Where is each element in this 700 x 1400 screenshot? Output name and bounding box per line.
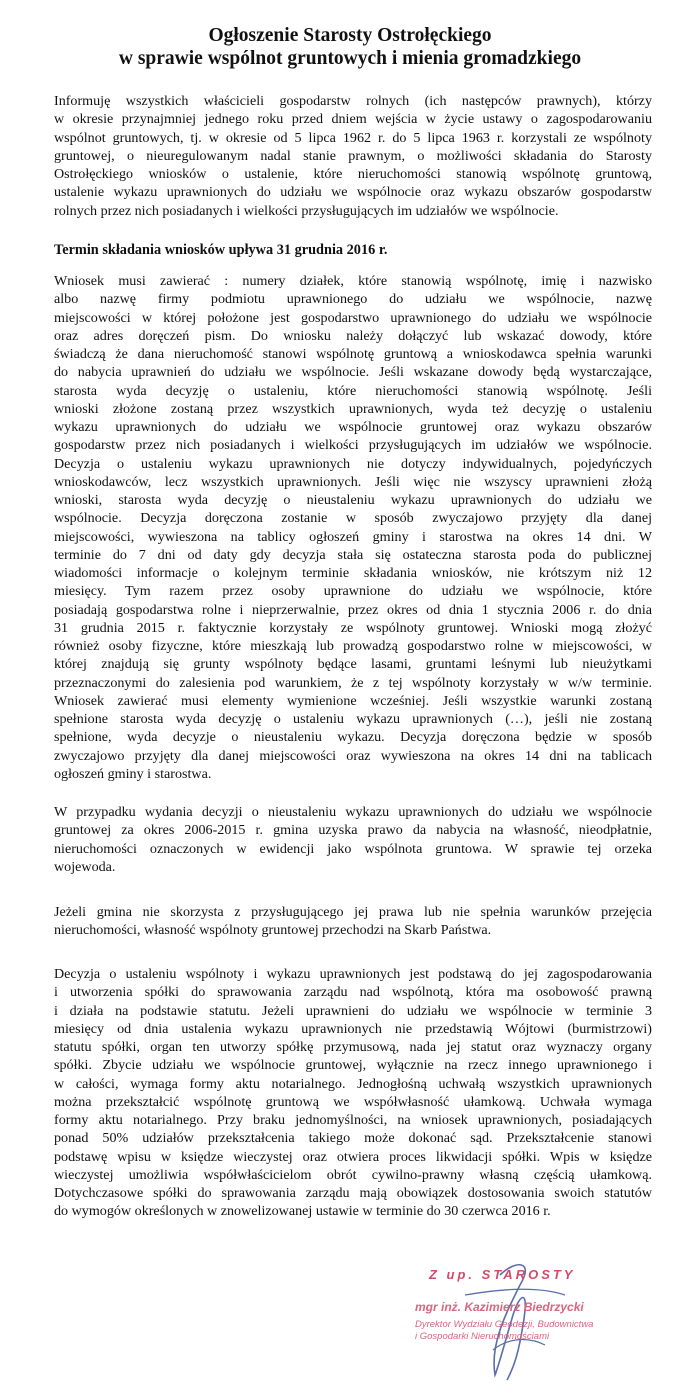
- text-line: zwyczajowo przyjęty dla danej miejscowości oraz wywieszona na okres 14 dni na tablicach: [54, 747, 652, 764]
- text-line: miesięcy. Tym razem przez osoby uprawnione do udziału we wspólnocie, które: [54, 583, 652, 600]
- text-line: nieruchomości, własność wspólnoty gruntowej przechodzi na Skarb Państwa.: [54, 922, 492, 939]
- text-line: Informuję wszystkich właścicieli gospodarstw rolnych (ich następców prawnych), którzy: [54, 93, 652, 109]
- text-line: spełnione starosta wyda decyzję o ustaleniu wykazu uprawnionych (…), jeśli nie zostaną: [54, 711, 652, 727]
- text-line: miesięcy od dnia ustalenia wykazu uprawnionych nie przedstawią Wójtowi (burmistrzowi): [54, 1020, 652, 1037]
- text-line: w okresie przynajmniej jednego roku przed dniem wejścia w życie ustawy o zagospodarowaniu: [54, 111, 652, 128]
- text-line: Wniosek zawierać musi elementy wymienione wcześniej. Jeśli wszystkie warunki zostaną: [54, 692, 652, 709]
- text-line: wnioski, starosta wyda decyzję o nieustaleniu wykazu uprawnionych do udziału we: [54, 492, 652, 508]
- paragraph-application-requirements: [54, 272, 652, 783]
- text-line: i utworzenia spółki do sprawowania zarządu nad wspólnotą, która ma osobowość prawną: [54, 984, 652, 1001]
- paragraph-company-management: [54, 965, 652, 1221]
- text-line: spółki. Zbycie udziału we wspólnocie gruntowej, wyłącznie na rzecz innego uprawnionego i: [54, 1057, 652, 1074]
- text-line: przeznaczonymi do zalesienia pod warunkiem, że z tej wspólnoty korzystały w w/w terminie.: [54, 674, 652, 691]
- text-line: podstawę wpisu w księdze wieczystej oraz otwiera proces likwidacji spółki. Wpis w księdze: [54, 1148, 652, 1165]
- text-line: również osoby fizyczne, które mieszkają lub prowadzą gospodarstwo rolne w miejscowości, w: [54, 638, 652, 654]
- text-line: wieczystej umożliwia współwłaścicielom obrót cywilno-prawny własną częścią ułamkową.: [54, 1166, 652, 1183]
- title-line-2: w sprawie wspólnot gruntowych i mienia gromadzkiego: [118, 48, 582, 69]
- text-line: wojewoda.: [54, 858, 116, 875]
- stamp-signatory-name: mgr inż. Kazimierz Biedrzycki: [415, 1300, 584, 1314]
- text-line: ustalenie wykazu uprawnionych do udziału we wspólnocie oraz wykazu obszarów gospodarstw: [54, 184, 652, 201]
- text-line: Decyzja o ustaleniu wykazu uprawnionych nie dotyczy indywidualnych, pojedyńczych: [54, 455, 652, 472]
- paragraph-state-treasury: [54, 903, 652, 940]
- text-line: terminie do 7 dni od daty gdy decyzja stała się ostateczna starosta poda do publicznej: [54, 546, 652, 563]
- text-line: Ostrołęckiego wniosków o ustalenie, które nieruchomości stanowią wspólnotę gruntową,: [54, 166, 652, 182]
- text-line: ogłoszeń gminy i starostwa.: [54, 765, 212, 782]
- text-line: oraz adres doręczeń pism. Do wniosku należy dołączyć lub wskazać dowody, które: [54, 327, 652, 344]
- text-line: albo nazwę firmy podmiotu uprawnionego do udziału we wspólnocie, nazwę: [54, 291, 652, 308]
- text-line: wnioskodawców, lecz wszystkich uprawnionych. Jeśli więc nie wszyscy uprawnieni złożą: [54, 473, 652, 490]
- text-line: posiadają gospodarstwa rolne i nieprzerwalnie, przez okres od dnia 1 stycznia 2006 r. do dnia: [54, 601, 652, 618]
- text-line: i działa na podstawie statutu. Jeżeli uprawnieni do udziału we wspólnocie w terminie 3: [54, 1002, 652, 1019]
- text-line: świadczą że dana nieruchomość stanowi wspólnotę gruntową a wnioskodawca spełnia warunki: [54, 346, 652, 362]
- text-line: do nabycia uprawnień do udziału we wspólnocie. Jeśli wskazane dowody będą wystarczające,: [54, 364, 652, 381]
- text-line: do wymogów określonych w znowelizowanej ustawie w terminie do 30 czerwca 2016 r.: [54, 1203, 551, 1220]
- paragraph-intro: [54, 92, 652, 220]
- stamp-signatory-role-line-2: i Gospodarki Nieruchomościami: [415, 1331, 550, 1342]
- text-line: Wniosek musi zawierać : numery działek, które stanowią wspólnotę, imię i nazwisko: [54, 273, 652, 289]
- document-title: [40, 24, 660, 70]
- deadline-notice: Termin składania wniosków upływa 31 grudnia 2016 r.: [54, 242, 388, 258]
- text-line: wspólnot gruntowych, tj. w okresie od 5 lipca 1962 r. do 5 lipca 1963 r. korzystali ze wspólnoty: [54, 129, 652, 146]
- text-line: Dotychczasowe spółki do sprawowania zarządu mają obowiązek dostosowania swoich statutów: [54, 1185, 652, 1201]
- text-line: miejscowości, wywieszona na tablicy ogłoszeń gminy i starostwa na okres 14 dni. W: [54, 528, 652, 545]
- text-line: spełnione, wyda decyzje o nieustaleniu wykazu. Decyzja doręczona będzie w sposób: [54, 729, 652, 746]
- text-line: ponad 50% udziałów przekształcenia takiego może dokonać sąd. Przekształcenie stanowi: [54, 1130, 652, 1147]
- text-line: Decyzja o ustaleniu wspólnoty i wykazu uprawnionych jest podstawą do jej zagospodarowania: [54, 966, 652, 982]
- text-line: 31 grudnia 2015 r. faktycznie korzystały ze wspólnoty gruntowej. Wnioski mogą złożyć: [54, 619, 652, 636]
- text-line: miejscowości w której położone jest gospodarstwo uprawnionego do udziału we wspólnocie: [54, 309, 652, 326]
- paragraph-municipality-rights: [54, 803, 652, 876]
- text-line: W przypadku wydania decyzji o nieustaleniu wykazu uprawnionych do udziału we wspólnocie: [54, 804, 652, 820]
- text-line: nieruchomości oznaczonych w ewidencji jako wspólnota gruntowa. W sprawie tej orzeka: [54, 840, 652, 857]
- text-line: statutu spółki, organ ten utworzy spółkę przymusową, nada jej statut oraz wyznaczy organy: [54, 1039, 652, 1055]
- text-line: wnioski złożone zostaną przez wszystkich uprawnionych, wyda też decyzję o ustaleniu: [54, 400, 652, 417]
- text-line: można przekształcić wspólnotę gruntową we współwłasność ułamkową. Uchwała wymaga: [54, 1093, 652, 1110]
- text-line: gruntowej za okres 2006-2015 r. gmina uzyska prawo da nabycia na własność, nieodpłatnie,: [54, 822, 652, 839]
- title-line-1: Ogłoszenie Starosty Ostrołęckiego: [208, 25, 492, 46]
- text-line: rolnych przez nich posiadanych i wielkości przysługujących im udziałów we wspólnocie.: [54, 202, 559, 219]
- text-line: formy aktu notarialnego. Przy braku jednomyślności, na wniosek uprawnionych, posiadających: [54, 1112, 652, 1128]
- text-line: Jeżeli gmina nie skorzysta z przysługującego jej prawa lub nie spełnia warunków przejęcia: [54, 904, 652, 920]
- text-line: wykazu uprawnionych do udziału we wspólnocie gruntowej oraz wykazu obszarów: [54, 419, 652, 435]
- text-line: wspólnocie. Decyzja doręczona zostanie w sposób zwyczajowo przyjęty dla danej: [54, 510, 652, 527]
- text-line: wiadomości informacje o kolejnym terminie składania wniosków, nie krótszym niż 12: [54, 565, 652, 581]
- text-line: gruntowej, o nieuregulowanym nadal stanie prawnym, o możliwości składania do Starosty: [54, 147, 652, 164]
- text-line: starosta wyda decyzję o ustaleniu, które nieruchomości stanowią wspólnotę. Jeśli: [54, 382, 652, 399]
- stamp-signatory-role-line-1: Dyrektor Wydziału Geodezji, Budownictwa: [415, 1319, 594, 1330]
- text-line: w całości, wymaga formy aktu notarialnego. Jednogłośną uchwałą wszystkich uprawnionych: [54, 1075, 652, 1092]
- official-stamp: [395, 1255, 695, 1385]
- text-line: której znajdują się grunty wspólnoty będące lasami, gruntami leśnymi lub nieużytkami: [54, 656, 652, 673]
- text-line: gospodarstw przez nich posiadanych i wielkości przysługujących im udziałów we wspólnocie.: [54, 437, 652, 454]
- stamp-header: Z up. STAROSTY: [429, 1267, 576, 1282]
